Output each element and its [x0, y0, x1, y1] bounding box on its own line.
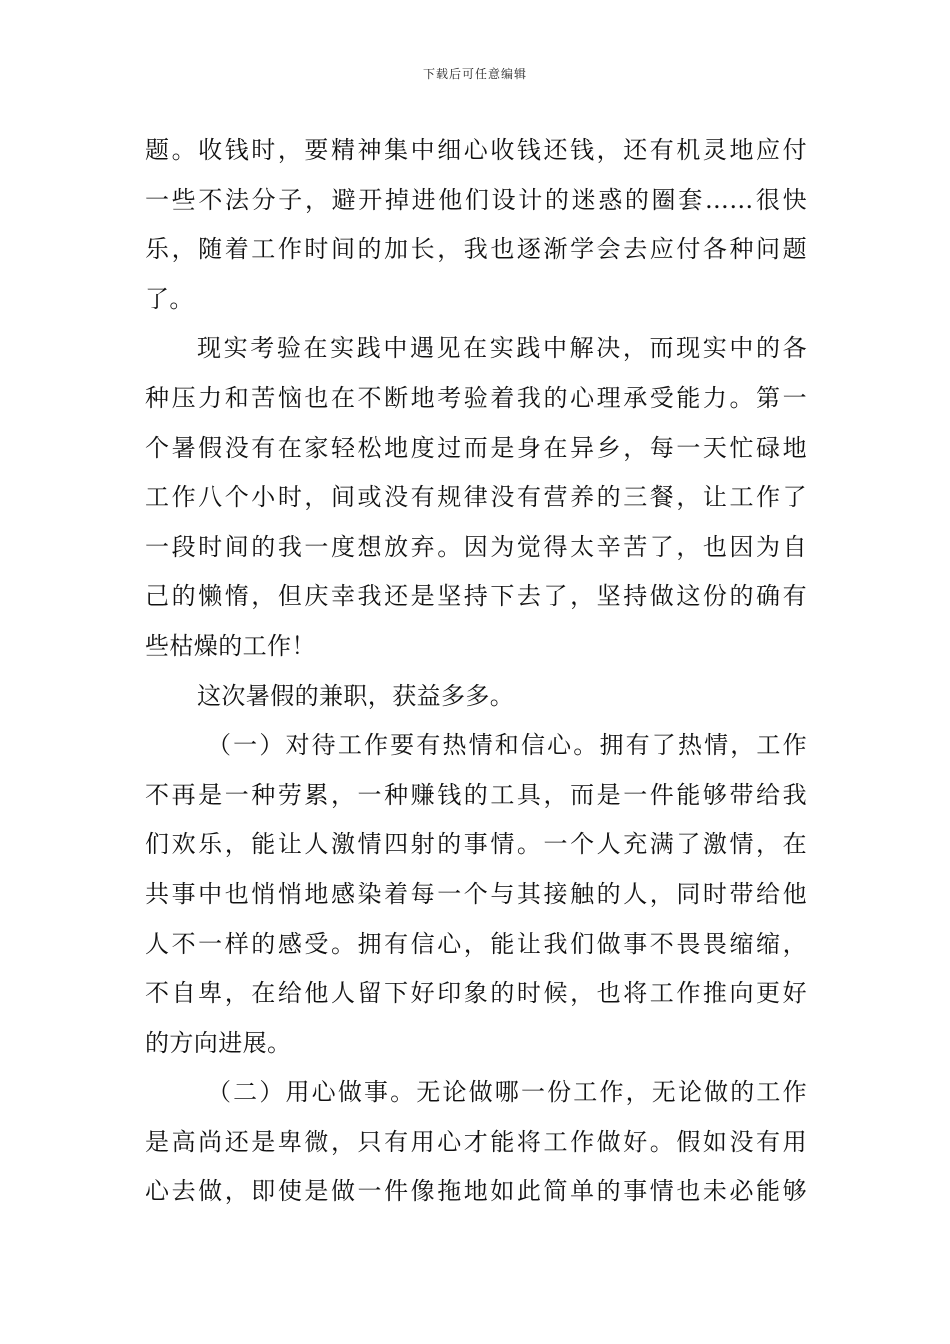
text-line: 的方向进展。 [145, 1028, 292, 1057]
text-line: 是高尚还是卑微，只有用心才能将工作做好。假如没有用 [145, 1127, 807, 1156]
text-line: 题。收钱时，要精神集中细心收钱还钱，还有机灵地应付 [145, 136, 807, 164]
text-line: 了。 [145, 284, 194, 313]
text-line: 一些不法分子，避开掉进他们设计的迷惑的圈套……很快 [145, 185, 807, 214]
text-line: 们欢乐，能让人激情四射的事情。一个人充满了激情，在 [145, 830, 807, 859]
text-line: 乐，随着工作时间的加长，我也逐渐学会去应付各种问题 [145, 235, 807, 264]
body-text [145, 126, 807, 1217]
text-line: （一）对待工作要有热情和信心。拥有了热情，工作 [207, 731, 807, 760]
text-line: 己的懒惰，但庆幸我还是坚持下去了，坚持做这份的确有 [145, 582, 807, 611]
text-line: 现实考验在实践中遇见在实践中解决，而现实中的各 [197, 334, 807, 363]
text-line: 些枯燥的工作！ [145, 631, 316, 660]
page-header: 下载后可任意编辑 [422, 67, 527, 81]
text-line: 一段时间的我一度想放弃。因为觉得太辛苦了，也因为自 [145, 532, 807, 561]
text-line: 这次暑假的兼职，获益多多。 [197, 681, 515, 710]
text-line: 人不一样的感受。拥有信心，能让我们做事不畏畏缩缩， [145, 929, 807, 958]
text-line: 不自卑，在给他人留下好印象的时候，也将工作推向更好 [145, 979, 807, 1008]
text-line: 个暑假没有在家轻松地度过而是身在异乡，每一天忙碌地 [145, 433, 807, 462]
text-line: 共事中也悄悄地感染着每一个与其接触的人，同时带给他 [145, 879, 807, 908]
text-line: 心去做，即使是做一件像拖地如此简单的事情也未必能够 [145, 1177, 807, 1206]
text-line: 工作八个小时，间或没有规律没有营养的三餐，让工作了 [145, 483, 807, 512]
text-line: （二）用心做事。无论做哪一份工作，无论做的工作 [207, 1078, 807, 1107]
text-line: 种压力和苦恼也在不断地考验着我的心理承受能力。第一 [145, 383, 807, 412]
text-line: 不再是一种劳累，一种赚钱的工具，而是一件能够带给我 [145, 780, 807, 809]
